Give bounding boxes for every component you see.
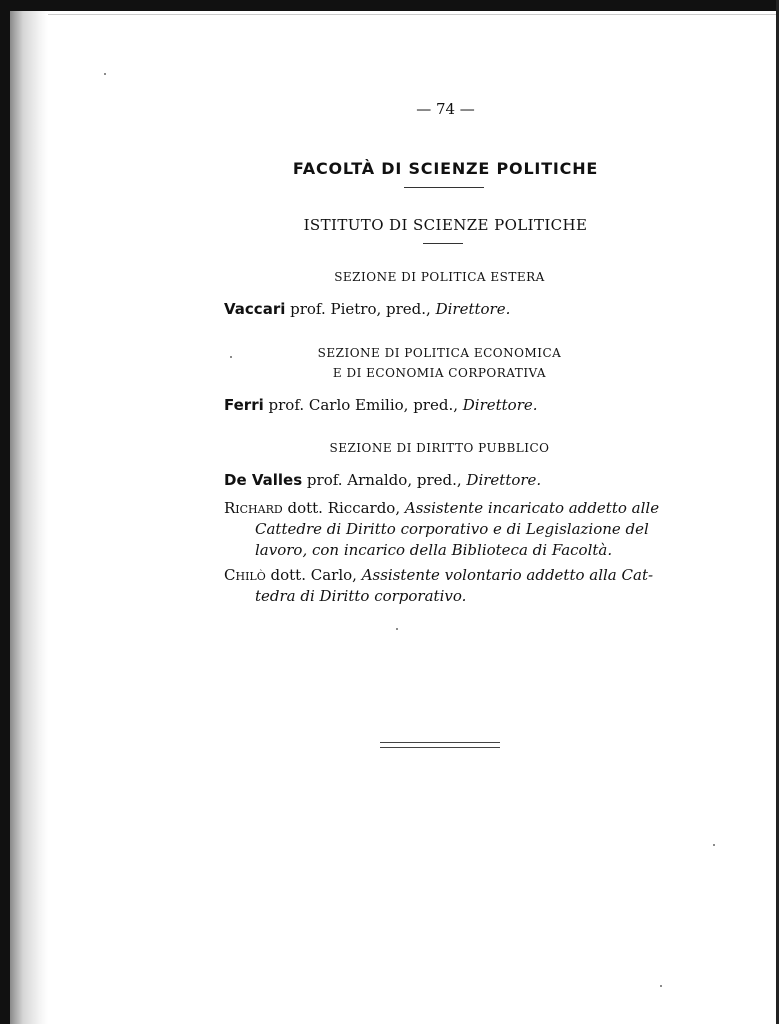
entry-richard-role-line-2: Cattedre di Diritto corporativo e di Legislazione del bbox=[255, 520, 649, 538]
scan-speck bbox=[660, 985, 662, 987]
entry-richard-role-line-3: lavoro, con incarico della Biblioteca di Facoltà. bbox=[255, 541, 613, 559]
scan-speck bbox=[396, 628, 398, 630]
scan-top-edge bbox=[0, 0, 779, 11]
section-heading-politica-economica-1: SEZIONE DI POLITICA ECONOMICA bbox=[317, 346, 562, 360]
entry-details: prof. Pietro, pred., bbox=[285, 300, 436, 318]
entry-de-valles bbox=[224, 471, 541, 489]
entry-role: Direttore. bbox=[462, 396, 538, 414]
entry-chilo-role-line-2: tedra di Diritto corporativo. bbox=[255, 587, 467, 605]
entry-surname: Chilò bbox=[224, 566, 266, 584]
entry-role: Direttore. bbox=[435, 300, 511, 318]
faculty-underline bbox=[404, 187, 484, 188]
entry-role: Direttore. bbox=[466, 471, 542, 489]
book-spine-shadow bbox=[0, 0, 10, 1024]
entry-details: prof. Carlo Emilio, pred., bbox=[263, 396, 463, 414]
entry-chilo bbox=[224, 566, 653, 584]
entry-details: dott. Riccardo, bbox=[282, 499, 405, 517]
page-gutter-shading bbox=[10, 0, 48, 1024]
entry-richard bbox=[224, 499, 659, 517]
section-heading-politica-economica-2: E DI ECONOMIA CORPORATIVA bbox=[332, 366, 547, 380]
entry-surname: Richard bbox=[224, 499, 283, 517]
entry-role-line-1: Assistente incaricato addetto alle bbox=[404, 499, 660, 517]
scan-speck bbox=[104, 73, 106, 75]
entry-surname: Ferri bbox=[224, 396, 264, 414]
entry-surname: Vaccari bbox=[224, 300, 286, 318]
page-number: — 74 — bbox=[416, 100, 475, 118]
entry-vaccari bbox=[224, 300, 510, 318]
entry-ferri bbox=[224, 396, 538, 414]
faculty-title: FACOLTÀ DI SCIENZE POLITICHE bbox=[292, 159, 599, 178]
entry-details: dott. Carlo, bbox=[265, 566, 362, 584]
scan-top-line bbox=[48, 14, 779, 15]
scan-speck bbox=[230, 356, 232, 358]
section-heading-diritto-pubblico: SEZIONE DI DIRITTO PUBBLICO bbox=[329, 441, 550, 455]
end-double-rule bbox=[380, 742, 500, 748]
section-heading-politica-estera: SEZIONE DI POLITICA ESTERA bbox=[334, 270, 545, 284]
institute-underline bbox=[423, 243, 463, 244]
entry-surname: De Valles bbox=[224, 471, 303, 489]
entry-role-line-1: Assistente volontario addetto alla Cat- bbox=[361, 566, 654, 584]
institute-title: ISTITUTO DI SCIENZE POLITICHE bbox=[303, 216, 588, 234]
entry-details: prof. Arnaldo, pred., bbox=[302, 471, 467, 489]
scan-speck bbox=[713, 844, 715, 846]
